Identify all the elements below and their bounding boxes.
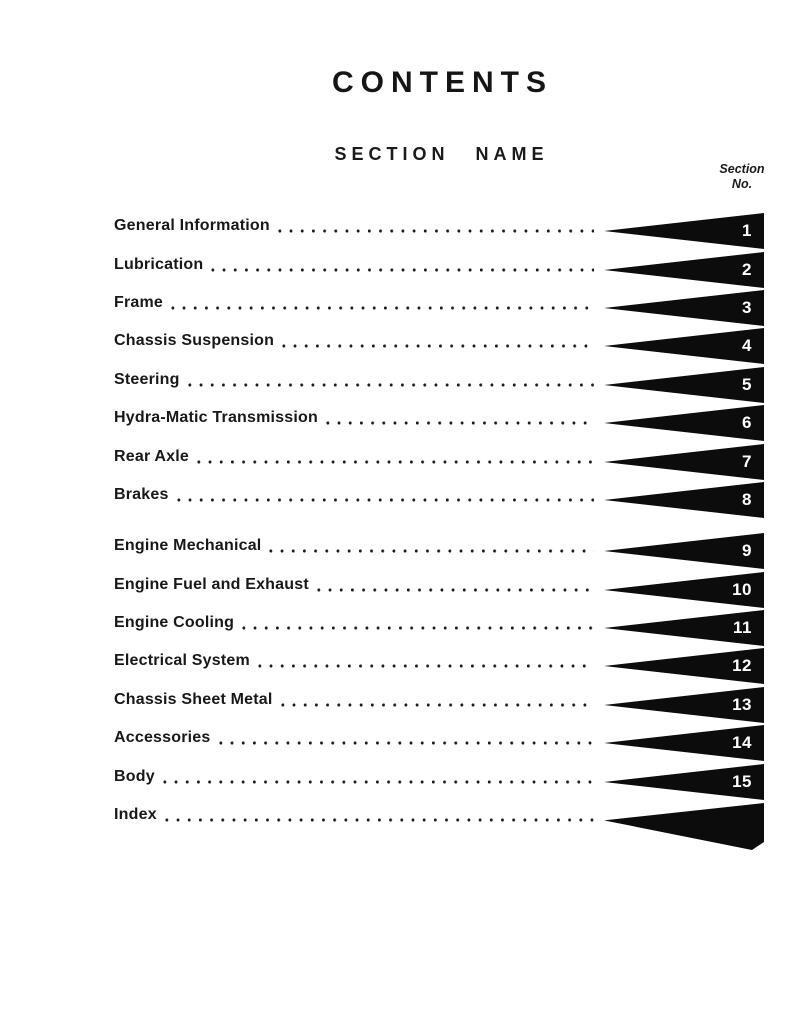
section-number: 15 bbox=[732, 771, 752, 791]
section-label: Steering bbox=[114, 370, 180, 388]
dot-leader bbox=[161, 762, 594, 800]
dot-leader bbox=[315, 571, 594, 609]
thumb-tab-wedge-icon bbox=[604, 213, 764, 249]
thumb-tab-wedge-icon bbox=[604, 444, 764, 480]
section-label: Frame bbox=[114, 293, 164, 311]
section-tab bbox=[604, 648, 764, 684]
dot-leader bbox=[240, 609, 594, 647]
dot-leader bbox=[169, 289, 594, 327]
section-tab bbox=[604, 533, 764, 569]
toc-row-index bbox=[114, 801, 764, 839]
toc-row-rear-axle bbox=[114, 442, 764, 480]
thumb-tab-wedge-icon bbox=[604, 367, 764, 403]
toc-row-chassis-sheet-metal bbox=[114, 686, 764, 724]
toc-row-steering bbox=[114, 366, 764, 404]
toc-row-electrical-system bbox=[114, 647, 764, 685]
toc-row-body bbox=[114, 762, 764, 800]
section-label: Hydra-Matic Transmission bbox=[114, 409, 318, 427]
section-tab bbox=[604, 725, 764, 761]
dot-leader bbox=[276, 212, 594, 250]
section-label: Chassis Sheet Metal bbox=[114, 690, 273, 708]
toc-list bbox=[114, 212, 764, 839]
toc-row-engine-fuel-and-exhaust bbox=[114, 571, 764, 609]
section-label: Brakes bbox=[114, 485, 169, 503]
section-number: 11 bbox=[733, 618, 752, 638]
toc-row-general-information bbox=[114, 212, 764, 250]
toc-row-brakes bbox=[114, 481, 764, 519]
section-number: 6 bbox=[742, 413, 752, 433]
section-tab bbox=[604, 252, 764, 288]
thumb-tab-wedge-icon bbox=[604, 405, 764, 441]
thumb-tab-wedge-icon bbox=[604, 290, 764, 326]
section-number: 1 bbox=[742, 221, 752, 241]
section-tab bbox=[604, 405, 764, 441]
toc-row-hydra-matic-transmission bbox=[114, 404, 764, 442]
section-number: 10 bbox=[732, 579, 752, 599]
section-tab bbox=[604, 482, 764, 518]
section-label: Rear Axle bbox=[114, 447, 190, 465]
section-number: 5 bbox=[742, 374, 752, 394]
dot-leader bbox=[267, 532, 594, 570]
section-tab bbox=[604, 687, 764, 723]
dot-leader bbox=[256, 647, 594, 685]
toc-row-lubrication bbox=[114, 250, 764, 288]
section-tab bbox=[604, 213, 764, 249]
thumb-tab-wedge-icon bbox=[604, 803, 764, 850]
dot-leader bbox=[279, 686, 594, 724]
section-label: Accessories bbox=[114, 729, 211, 747]
section-number: 12 bbox=[732, 656, 752, 676]
dot-leader bbox=[280, 327, 594, 365]
toc-row-frame bbox=[114, 289, 764, 327]
section-tab bbox=[604, 444, 764, 480]
toc-row-accessories bbox=[114, 724, 764, 762]
section-label: Engine Mechanical bbox=[114, 537, 262, 555]
section-number: 3 bbox=[742, 298, 752, 318]
section-no-line2: No. bbox=[731, 176, 753, 191]
thumb-tab-wedge-icon bbox=[604, 482, 764, 518]
toc-row-engine-cooling bbox=[114, 609, 764, 647]
section-number: 9 bbox=[742, 541, 752, 561]
section-tab bbox=[604, 290, 764, 326]
section-label: Engine Cooling bbox=[114, 614, 235, 632]
section-tab-index bbox=[604, 803, 764, 850]
section-tab bbox=[604, 764, 764, 800]
thumb-tab-wedge-icon bbox=[604, 533, 764, 569]
section-tab bbox=[604, 328, 764, 364]
section-label: Chassis Suspension bbox=[114, 332, 275, 350]
dot-leader bbox=[175, 481, 594, 519]
section-no-column-header bbox=[706, 162, 778, 192]
section-number: 13 bbox=[732, 695, 752, 715]
section-number: 8 bbox=[742, 490, 752, 510]
section-name-heading: SECTION NAME bbox=[334, 144, 549, 164]
section-tab bbox=[604, 610, 764, 646]
dot-leader bbox=[217, 724, 595, 762]
section-number: 7 bbox=[742, 451, 752, 471]
toc-row-engine-mechanical bbox=[114, 532, 764, 570]
dot-leader bbox=[186, 366, 594, 404]
section-label: Engine Fuel and Exhaust bbox=[114, 575, 309, 593]
dot-leader bbox=[195, 442, 594, 480]
section-label: Body bbox=[114, 767, 155, 785]
thumb-tab-wedge-icon bbox=[604, 328, 764, 364]
section-number: 4 bbox=[742, 336, 752, 356]
section-label: Lubrication bbox=[114, 255, 204, 273]
section-number: 2 bbox=[742, 259, 752, 279]
page-title: CONTENTS bbox=[332, 66, 553, 99]
section-tab bbox=[604, 572, 764, 608]
dot-leader bbox=[209, 250, 594, 288]
toc-row-chassis-suspension bbox=[114, 327, 764, 365]
section-number: 14 bbox=[732, 733, 752, 753]
dot-leader bbox=[163, 801, 594, 839]
section-tab bbox=[604, 367, 764, 403]
section-label: General Information bbox=[114, 217, 270, 235]
section-no-line1: Section bbox=[719, 162, 765, 176]
thumb-tab-wedge-icon bbox=[604, 252, 764, 288]
dot-leader bbox=[324, 404, 594, 442]
section-label: Electrical System bbox=[114, 652, 250, 670]
section-label: Index bbox=[114, 806, 157, 824]
